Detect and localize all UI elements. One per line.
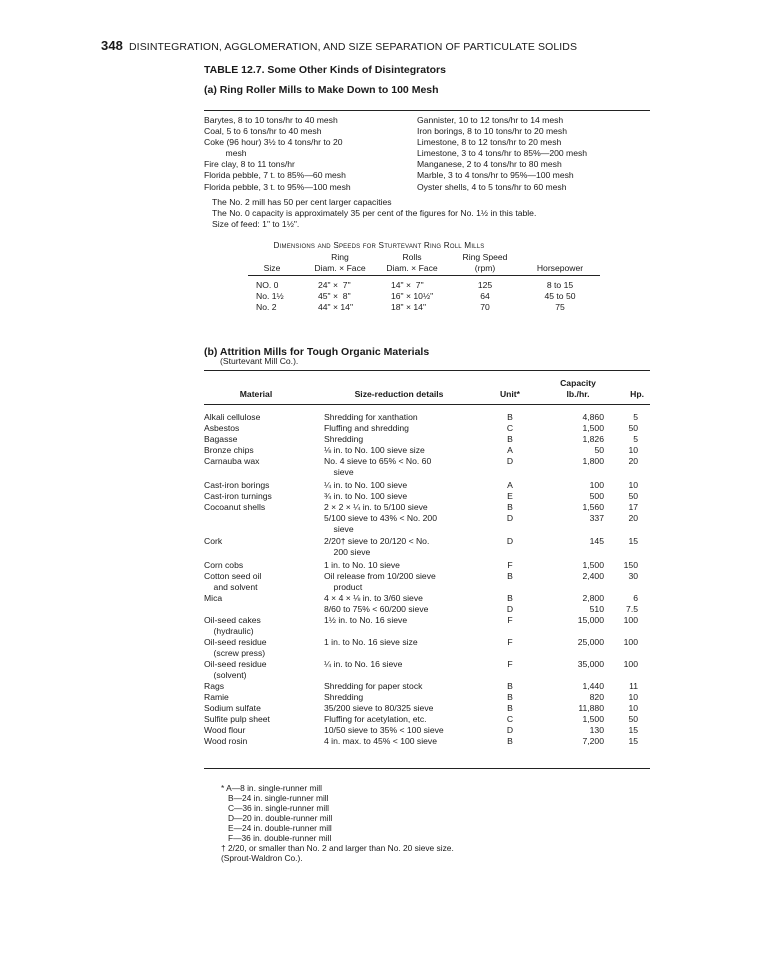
footnote: † 2/20, or smaller than No. 2 and larger than No. 20 sieve size. <box>221 843 454 853</box>
hp-cell: 15 <box>628 724 638 735</box>
col-header-details: Size-reduction details <box>354 389 444 399</box>
dim-cell-ring: 44" × 14" <box>318 302 354 312</box>
dim-header-horsepower: Horsepower <box>536 263 584 273</box>
hp-cell: 20 <box>628 455 638 466</box>
hp-cell: 50 <box>628 490 638 501</box>
footnotes <box>221 783 454 863</box>
section-a-notes <box>212 197 536 230</box>
footnote: (Sprout-Waldron Co.). <box>221 853 303 863</box>
details-cell: Fluffing and shredding <box>324 422 409 433</box>
section-b-top-rule <box>204 370 650 371</box>
col-header-material: Material <box>239 389 273 399</box>
unit-cell: B <box>507 501 513 512</box>
unit-cell: B <box>507 593 513 604</box>
material-cell: Rags <box>204 680 225 691</box>
footnote: D—20 in. double-runner mill <box>221 813 333 823</box>
material-cell: Mica <box>204 593 223 604</box>
material-cell: Wood rosin <box>204 735 248 746</box>
material-cell: Ramie <box>204 691 229 702</box>
running-title: DISINTEGRATION, AGGLOMERATION, AND SIZE SEPARATION OF PARTICULATE SOLIDS <box>129 41 578 53</box>
list-item: Florida pebble, 7 t. to 85%—60 mesh <box>204 170 346 181</box>
hp-cell: 6 <box>633 593 638 604</box>
hp-cell: 10 <box>628 702 638 713</box>
unit-cell: F <box>507 560 513 571</box>
material-cell: Corn cobs <box>204 560 244 571</box>
ring-left-column <box>204 115 351 193</box>
footnote: * A—8 in. single-runner mill <box>221 783 323 793</box>
unit-cell: C <box>506 422 514 433</box>
details-cell: ¼ in. to No. 100 sieve <box>324 479 408 490</box>
hp-cell: 11 <box>629 680 638 691</box>
hp-cell: 20 <box>628 512 638 523</box>
capacity-cell: 2,800 <box>582 593 604 604</box>
unit-cell: E <box>507 490 513 501</box>
hp-cell: 7.5 <box>626 604 638 615</box>
unit-cell: A <box>507 444 513 455</box>
dimensions-title: Dimensions and Speeds for Sturtevant Ring Roll Mills <box>273 241 485 250</box>
unit-cell: F <box>507 615 513 626</box>
table-title: TABLE 12.7. Some Other Kinds of Disintegrators <box>204 64 446 76</box>
material-cell: Cork <box>204 536 223 547</box>
unit-cell: D <box>506 604 514 615</box>
dim-cell-hp: 45 to 50 <box>544 291 576 301</box>
list-item: Marble, 3 to 4 tons/hr to 95%—100 mesh <box>417 170 574 181</box>
capacity-cell: 500 <box>589 490 604 501</box>
list-item: Manganese, 2 to 4 tons/hr to 80 mesh <box>417 159 562 170</box>
section-a-top-rule <box>204 110 650 111</box>
material-cell: (solvent) <box>204 669 247 680</box>
hp-cell: 15 <box>628 536 638 547</box>
hp-cell: 17 <box>628 501 638 512</box>
material-cell: Cast-iron turnings <box>204 490 272 501</box>
capacity-cell: 35,000 <box>577 658 604 669</box>
section-b-bottom-rule <box>204 768 650 769</box>
dim-cell-hp: 8 to 15 <box>546 280 574 290</box>
material-cell: Alkali cellulose <box>204 412 261 422</box>
hp-cell: 50 <box>628 713 638 724</box>
hp-cell: 100 <box>623 658 638 669</box>
dim-header-rpm: (rpm) <box>474 263 496 273</box>
note: The No. 2 mill has 50 per cent larger capacities <box>212 197 392 207</box>
capacity-cell: 337 <box>589 512 604 523</box>
running-header <box>101 38 577 53</box>
unit-cell: B <box>507 691 513 702</box>
dim-cell-ring: 45" × 8" <box>318 291 351 301</box>
capacity-cell: 1,800 <box>582 455 604 466</box>
unit-cell: B <box>507 412 513 422</box>
details-cell: Shredding for paper stock <box>324 680 423 691</box>
details-cell: 2/20† sieve to 20/120 < No. <box>324 536 430 547</box>
dim-cell-rolls: 16" × 10½" <box>391 291 434 301</box>
capacity-cell: 11,880 <box>578 702 604 713</box>
details-cell: Shredding for xanthation <box>324 412 418 422</box>
hp-cell: 30 <box>628 571 638 582</box>
list-item: Limestone, 8 to 12 tons/hr to 20 mesh <box>417 137 562 148</box>
unit-cell: F <box>507 637 513 647</box>
section-a-credit: (Sturtevant Mill Co.). <box>220 356 299 366</box>
material-cell: Oil-seed cakes <box>204 615 261 626</box>
capacity-cell: 2,400 <box>582 571 604 582</box>
details-cell: ⅛ in. to No. 100 sieve size <box>324 444 425 455</box>
details-cell: 35/200 sieve to 80/325 sieve <box>324 702 434 713</box>
details-cell: ¾ in. to No. 100 sieve <box>324 490 408 501</box>
dim-header-ring-speed: Ring Speed <box>462 252 508 262</box>
list-item: Coke (96 hour) 3½ to 4 tons/hr to 20 <box>204 137 343 148</box>
capacity-cell: 820 <box>589 691 604 702</box>
material-cell: Bagasse <box>204 433 238 444</box>
dim-cell-rpm: 64 <box>480 291 490 301</box>
capacity-cell: 1,500 <box>582 713 604 724</box>
note: Size of feed: 1" to 1½". <box>212 219 300 230</box>
list-item: Fire clay, 8 to 11 tons/hr <box>204 159 295 170</box>
dim-cell-hp: 75 <box>555 302 565 312</box>
details-cell: 1½ in. to No. 16 sieve <box>324 615 408 626</box>
col-header-hp: Hp. <box>630 389 644 399</box>
hp-cell: 10 <box>628 691 638 702</box>
capacity-cell: 4,860 <box>582 412 604 422</box>
dim-cell-ring: 24" × 7" <box>318 280 351 290</box>
dim-header-size: Size <box>263 263 281 273</box>
unit-cell: B <box>507 571 513 582</box>
capacity-cell: 1,500 <box>582 560 604 571</box>
dim-header-ring-dims: Diam. × Face <box>314 263 366 273</box>
unit-cell: D <box>506 724 514 735</box>
material-cell: Bronze chips <box>204 444 254 455</box>
footnote: F—36 in. double-runner mill <box>221 833 332 843</box>
details-cell: sieve <box>324 466 354 477</box>
list-item: Gannister, 10 to 12 tons/hr to 14 mesh <box>417 115 564 125</box>
footnote: E—24 in. double-runner mill <box>221 823 332 833</box>
ring-right-column <box>417 115 587 193</box>
unit-cell: B <box>507 702 513 713</box>
details-cell: 1 in. to No. 10 sieve <box>324 560 400 571</box>
capacity-cell: 25,000 <box>577 637 604 647</box>
details-cell: 200 sieve <box>324 547 371 558</box>
dim-cell-size: No. 1½ <box>256 291 284 301</box>
hp-cell: 15 <box>628 735 638 746</box>
details-cell: sieve <box>324 523 354 534</box>
list-item: mesh <box>216 148 247 159</box>
unit-cell: D <box>506 536 514 547</box>
details-cell: 5/100 sieve to 43% < No. 200 <box>324 512 437 523</box>
details-cell: 10/50 sieve to 35% < 100 sieve <box>324 724 444 735</box>
capacity-cell: 145 <box>589 536 604 547</box>
details-cell: Fluffing for acetylation, etc. <box>324 713 427 724</box>
dim-cell-rolls: 14" × 7" <box>391 280 424 290</box>
col-header-capacity-units: lb./hr. <box>566 389 590 399</box>
col-header-capacity: Capacity <box>560 378 596 388</box>
capacity-cell: 7,200 <box>582 735 604 746</box>
material-cell: (hydraulic) <box>204 626 254 637</box>
material-cell: Asbestos <box>204 422 240 433</box>
material-cell: Carnauba wax <box>204 455 260 466</box>
material-cell: and solvent <box>204 582 258 593</box>
details-cell: 4 × 4 × ⅛ in. to 3/60 sieve <box>324 593 423 604</box>
unit-cell: D <box>506 455 514 466</box>
unit-cell: B <box>507 735 513 746</box>
details-cell: 2 × 2 × ¼ in. to 5/100 sieve <box>324 501 428 512</box>
dim-cell-rolls: 18" × 14" <box>391 302 427 312</box>
unit-cell: D <box>506 512 514 523</box>
dim-header-rolls: Rolls <box>402 252 422 262</box>
material-cell: Oil-seed residue <box>204 658 267 669</box>
footnote: C—36 in. single-runner mill <box>221 803 329 813</box>
details-cell: 8/60 to 75% < 60/200 sieve <box>324 604 429 615</box>
details-cell: Shredding <box>324 433 364 444</box>
footnote: B—24 in. single-runner mill <box>221 793 329 803</box>
unit-cell: B <box>507 680 513 691</box>
capacity-cell: 130 <box>589 724 604 735</box>
material-cell: Cast-iron borings <box>204 479 270 490</box>
list-item: Barytes, 8 to 10 tons/hr to 40 mesh <box>204 115 338 125</box>
list-item: Limestone, 3 to 4 tons/hr to 85%—200 mesh <box>417 148 588 159</box>
capacity-cell: 1,500 <box>582 422 604 433</box>
list-item: Iron borings, 8 to 10 tons/hr to 20 mesh <box>417 126 568 137</box>
capacity-cell: 15,000 <box>577 615 604 626</box>
capacity-cell: 100 <box>589 479 604 490</box>
dim-header-rule <box>248 275 600 276</box>
details-cell: 1 in. to No. 16 sieve size <box>324 637 418 647</box>
capacity-cell: 1,440 <box>582 680 604 691</box>
unit-cell: B <box>507 433 513 444</box>
section-b-title: (b) Attrition Mills for Tough Organic Materials <box>204 346 430 358</box>
hp-cell: 10 <box>628 444 638 455</box>
material-cell: Cotton seed oil <box>204 571 262 582</box>
material-cell: Sulfite pulp sheet <box>204 713 270 724</box>
dim-header-rolls-dims: Diam. × Face <box>386 263 438 273</box>
capacity-cell: 510 <box>589 604 604 615</box>
dim-cell-size: No. 2 <box>256 302 277 312</box>
material-cell: Oil-seed residue <box>204 637 267 647</box>
section-b-header-rule <box>204 404 650 405</box>
hp-cell: 5 <box>633 412 638 422</box>
list-item: Florida pebble, 3 t. to 95%—100 mesh <box>204 181 351 192</box>
details-cell: Oil release from 10/200 sieve <box>324 571 436 582</box>
details-cell: No. 4 sieve to 65% < No. 60 <box>324 455 432 466</box>
list-item: Coal, 5 to 6 tons/hr to 40 mesh <box>204 126 322 137</box>
unit-cell: A <box>507 479 513 490</box>
list-item: Oyster shells, 4 to 5 tons/hr to 60 mesh <box>417 181 567 192</box>
hp-cell: 50 <box>628 422 638 433</box>
details-cell: product <box>324 582 363 593</box>
material-cell: Cocoanut shells <box>204 501 266 512</box>
hp-cell: 100 <box>623 637 638 647</box>
hp-cell: 10 <box>628 479 638 490</box>
hp-cell: 150 <box>623 560 638 571</box>
material-cell: Wood flour <box>204 724 246 735</box>
unit-cell: C <box>506 713 514 724</box>
details-cell: Shredding <box>324 691 364 702</box>
details-cell: ¼ in. to No. 16 sieve <box>324 658 403 669</box>
col-header-unit: Unit* <box>499 389 521 399</box>
dim-cell-size: NO. 0 <box>256 280 279 290</box>
note: The No. 0 capacity is approximately 35 per cent of the figures for No. 1½ in this table. <box>212 208 537 219</box>
page-number: 348 <box>101 38 123 53</box>
dim-cell-rpm: 70 <box>480 302 490 312</box>
hp-cell: 5 <box>633 433 638 444</box>
details-cell: 4 in. max. to 45% < 100 sieve <box>324 735 437 746</box>
dim-cell-rpm: 125 <box>477 280 493 290</box>
hp-cell: 100 <box>623 615 638 626</box>
unit-cell: F <box>507 658 513 669</box>
section-a-title: (a) Ring Roller Mills to Make Down to 100 Mesh <box>204 84 439 96</box>
capacity-cell: 50 <box>594 444 604 455</box>
material-cell: (screw press) <box>204 647 266 658</box>
capacity-cell: 1,560 <box>582 501 604 512</box>
capacity-cell: 1,826 <box>582 433 604 444</box>
dim-header-ring: Ring <box>331 252 349 262</box>
material-cell: Sodium sulfate <box>204 702 261 713</box>
